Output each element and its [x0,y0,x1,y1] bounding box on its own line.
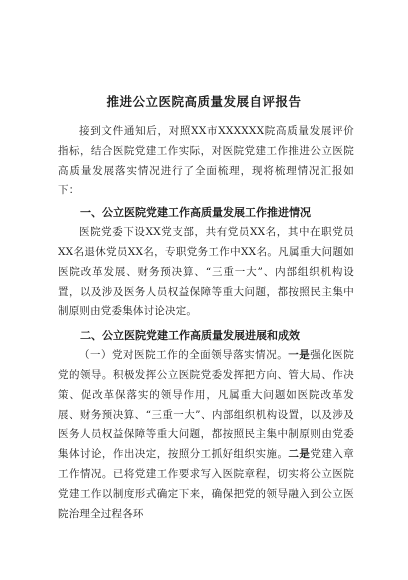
sub-1-point-two-label: 二是 [288,448,311,461]
sub-1-point-two-text: 党建入章工作情况。已将党建工作要求写入医院章程，切实将公立医院党建工作以制度形式确定下来，确保把党的领导融入到公立医院治理全过程各环 [58,448,354,520]
section-1-paragraph: 医院党委下设XX党支部，共有党员XX名，其中在职党员XX名退休党员XX名，专职党务工作中XX名。凡属重大问题如医院改革发展、财务预决算、“三重一大”、内部组织机构设置，以及涉及医务人员权益保障等重大问题，都按照民主集中制原则由党委集体讨论决定。 [58,226,354,318]
document-title: 推进公立医院高质量发展自评报告 [106,94,302,109]
section-2-sub-1-paragraph [58,346,354,524]
section-2-heading: 二、公立医院党建工作高质量发展进展和成效 [80,329,300,343]
intro-paragraph: 接到文件通知后，对照XX市XXXXXX院高质量发展评价指标，结合医院党建工作实际，对医院党建工作推进公立医院高质量发展落实情况进行了全面梳理，现将梳理情况汇报如下： [58,125,354,197]
sub-1-point-one-text: 强化医院党的领导。积极发挥公立医院党委发挥把方向、管大局、作决策、促改革保落实的领导作用，凡属重大问题如医院改革发展、财务预决算、“三重一大”、内部组织机构设置，以及涉及医务人员权益保障等重大问题，都按照民主集中制原则由党委集体讨论，作出决定，按照分工抓好组织实施。 [58,349,354,461]
sub-1-point-one-label: 一是 [288,349,311,362]
section-1-heading: 一、公立医院党建工作高质量发展工作推进情况 [80,206,311,220]
document-body [58,122,354,524]
sub-1-lead: （一）党对医院工作的全面领导落实情况。 [79,349,289,362]
